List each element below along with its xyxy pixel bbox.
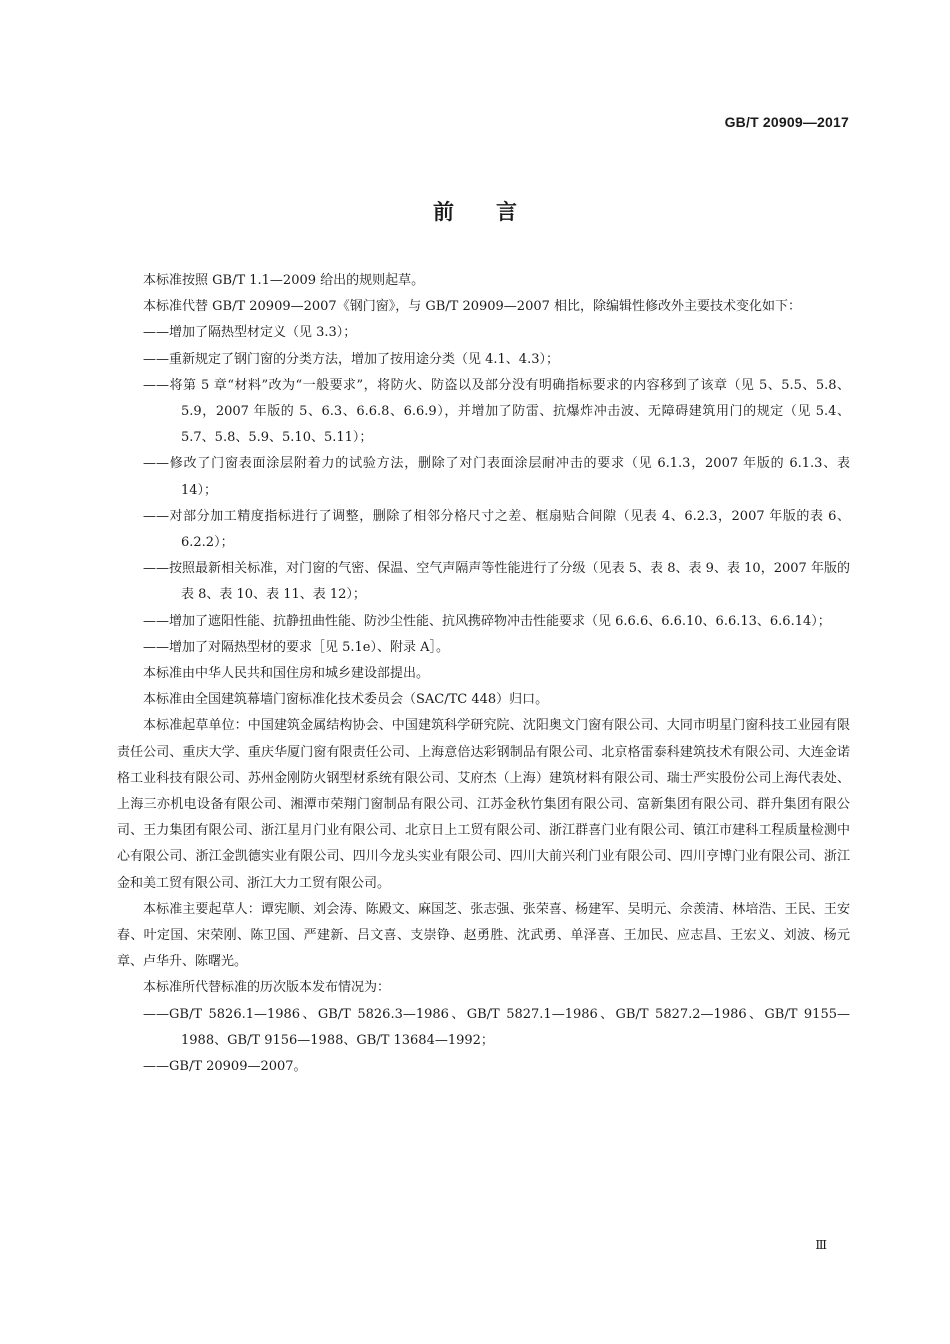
change-item: ——按照最新相关标准，对门窗的气密、保温、空气声隔声等性能进行了分级（见表 5、表 8、表 9、表 10，2007 年版的表 8、表 10、表 11、表 12）； [143, 561, 850, 603]
paragraph-replacement: 本标准代替 GB/T 20909—2007《钢门窗》，与 GB/T 20909—2007 相比，除编辑性修改外主要技术变化如下： [143, 299, 802, 315]
paragraph-drafters: 本标准主要起草人：谭宪顺、刘会涛、陈殿文、麻国芝、张志强、张荣喜、杨建军、吴明元、佘羡清、林培浩、王民、王安春、叶定国、宋荣刚、陈卫国、严建新、吕文喜、支崇铮、赵勇胜、沈武勇、单泽喜、王加民、应志昌、王宏义、刘波、杨元章、卢华升、陈曙光。 [117, 901, 850, 970]
change-item: ——对部分加工精度指标进行了调整，删除了相邻分格尺寸之差、框扇贴合间隙（见表 4、6.2.3，2007 年版的表 6、6.2.2）； [143, 508, 850, 551]
change-item: ——修改了门窗表面涂层附着力的试验方法，删除了对门表面涂层耐冲击的要求（见 6.1.3，2007 年版的 6.1.3、表 14）； [143, 456, 850, 498]
page-title: 前言 [433, 200, 559, 224]
paragraph-history-intro: 本标准所代替标准的历次版本发布情况为： [143, 980, 391, 996]
page-number: Ⅲ [815, 1238, 827, 1252]
foreword-body [117, 268, 850, 1080]
paragraph-drafting-rules: 本标准按照 GB/T 1.1—2009 给出的规则起草。 [143, 273, 425, 288]
change-item: ——增加了遮阳性能、抗静扭曲性能、防沙尘性能、抗风携碎物冲击性能要求（见 6.6.6、6.6.10、6.6.13、6.6.14）； [143, 613, 831, 629]
paragraph-committee: 本标准由全国建筑幕墙门窗标准化技术委员会（SAC/TC 448）归口。 [143, 692, 549, 708]
standard-code: GB/T 20909—2017 [724, 114, 849, 130]
paragraph-proposer: 本标准由中华人民共和国住房和城乡建设部提出。 [143, 666, 430, 682]
change-item: ——将第 5 章“材料”改为“一般要求”，将防火、防盗以及部分没有明确指标要求的内容移到了该章（见 5、5.5、5.8、5.9，2007 年版的 5、6.3、6.6.8、6.6.9），并增加了防雷、抗爆炸冲击波、无障碍建筑用门的规定（见 5.4、5.7、5.8、5.9、5.10、5.11）； [143, 377, 850, 446]
history-item: ——GB/T 5826.1—1986、GB/T 5826.3—1986、GB/T 5827.1—1986、GB/T 5827.2—1986、GB/T 9155—1988、GB/T 9156—1988、GB/T 13684—1992； [143, 1006, 850, 1048]
change-item: ——增加了对隔热型材的要求［见 5.1e）、附录 A］。 [143, 639, 450, 655]
change-item: ——重新规定了钢门窗的分类方法，增加了按用途分类（见 4.1、4.3）； [143, 351, 559, 367]
paragraph-drafting-units: 本标准起草单位：中国建筑金属结构协会、中国建筑科学研究院、沈阳奥文门窗有限公司、大同市明星门窗科技工业园有限责任公司、重庆大学、重庆华厦门窗有限责任公司、上海意倍达彩钢制品有限公司、北京格雷泰科建筑技术有限公司、大连金诺格工业科技有限公司、苏州金刚防火钢型材系统有限公司、艾府杰（上海）建筑材料有限公司、瑞士严实股份公司上海代表处、上海三亦机电设备有限公司、湘潭市荣翔门窗制品有限公司、江苏金秋竹集团有限公司、富新集团有限公司、群升集团有限公司、王力集团有限公司、浙江星月门业有限公司、北京日上工贸有限公司、浙江群喜门业有限公司、镇江市建科工程质量检测中心有限公司、浙江金凯德实业有限公司、四川今龙头实业有限公司、四川大前兴利门业有限公司、四川亨博门业有限公司、浙江金和美工贸有限公司、浙江大力工贸有限公司。 [117, 718, 850, 891]
change-item: ——增加了隔热型材定义（见 3.3）； [143, 325, 357, 341]
history-item: ——GB/T 20909—2007。 [143, 1059, 307, 1075]
